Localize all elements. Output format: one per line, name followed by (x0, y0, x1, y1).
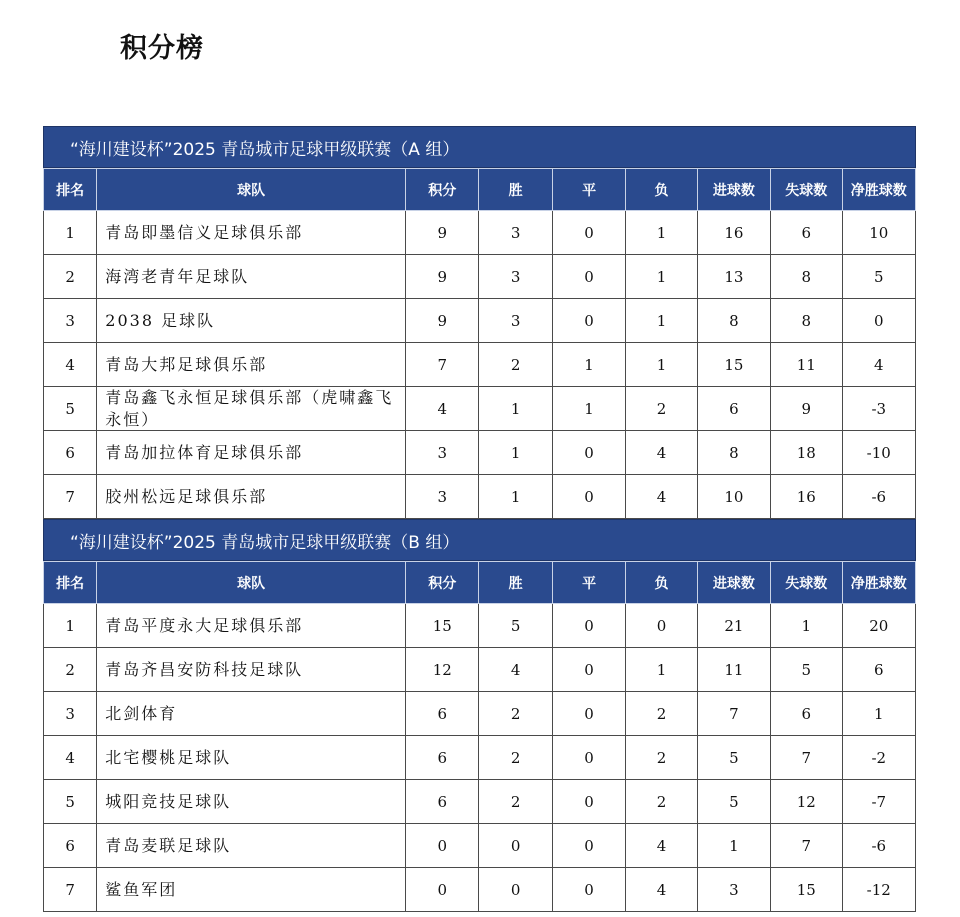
goal-diff-cell: 5 (842, 255, 916, 299)
draws-header: 平 (552, 562, 625, 604)
goals-against-cell: 5 (771, 648, 842, 692)
losses-cell: 2 (626, 692, 697, 736)
losses-cell: 2 (626, 780, 697, 824)
goal-diff-cell: 4 (842, 343, 916, 387)
rank-cell: 2 (44, 255, 97, 299)
goal-diff-header: 净胜球数 (842, 562, 916, 604)
losses-cell: 1 (626, 255, 697, 299)
goals-against-cell: 18 (771, 431, 842, 475)
goals-against-cell: 11 (771, 343, 842, 387)
losses-cell: 4 (626, 824, 697, 868)
goals-for-cell: 21 (697, 604, 770, 648)
team-name: 青岛齐昌安防科技足球队 (105, 659, 304, 679)
team-name: 青岛加拉体育足球俱乐部 (105, 442, 304, 462)
team-cell (97, 431, 406, 475)
team-cell (97, 255, 406, 299)
table-row (44, 211, 916, 255)
losses-cell: 2 (626, 736, 697, 780)
table-row (44, 431, 916, 475)
rank-cell: 7 (44, 475, 97, 519)
wins-cell: 1 (479, 475, 552, 519)
draws-cell: 0 (552, 824, 625, 868)
team-cell (97, 211, 406, 255)
group-a (43, 126, 916, 519)
standings-table (43, 168, 916, 519)
draws-cell: 0 (552, 475, 625, 519)
points-cell: 0 (406, 824, 479, 868)
rank-cell: 2 (44, 648, 97, 692)
rank-cell: 5 (44, 780, 97, 824)
wins-cell: 1 (479, 387, 552, 431)
group-caption: “海川建设杯”2025 青岛城市足球甲级联赛（A 组） (43, 126, 916, 168)
points-cell: 6 (406, 692, 479, 736)
table-row (44, 475, 916, 519)
points-cell: 3 (406, 431, 479, 475)
goals-against-cell: 1 (771, 604, 842, 648)
team-name: 2038 足球队 (105, 310, 216, 330)
wins-cell: 3 (479, 255, 552, 299)
wins-cell: 2 (479, 692, 552, 736)
team-cell (97, 604, 406, 648)
table-row (44, 255, 916, 299)
rank-header: 排名 (44, 169, 97, 211)
goal-diff-cell: -7 (842, 780, 916, 824)
team-name: 城阳竞技足球队 (105, 791, 232, 811)
goal-diff-cell: -6 (842, 475, 916, 519)
wins-cell: 0 (479, 868, 552, 912)
goals-for-cell: 8 (697, 299, 770, 343)
points-cell: 9 (406, 211, 479, 255)
losses-cell: 4 (626, 868, 697, 912)
goal-diff-cell: -6 (842, 824, 916, 868)
goal-diff-cell: 10 (842, 211, 916, 255)
losses-cell: 2 (626, 387, 697, 431)
wins-header: 胜 (479, 562, 552, 604)
points-cell: 9 (406, 299, 479, 343)
wins-cell: 0 (479, 824, 552, 868)
team-name: 海湾老青年足球队 (105, 266, 250, 286)
losses-cell: 1 (626, 343, 697, 387)
points-cell: 4 (406, 387, 479, 431)
wins-cell: 4 (479, 648, 552, 692)
wins-cell: 3 (479, 299, 552, 343)
goals-against-cell: 15 (771, 868, 842, 912)
team-cell (97, 780, 406, 824)
draws-cell: 1 (552, 343, 625, 387)
goal-diff-cell: -2 (842, 736, 916, 780)
goals-against-cell: 16 (771, 475, 842, 519)
points-cell: 6 (406, 736, 479, 780)
goal-diff-cell: 0 (842, 299, 916, 343)
losses-cell: 4 (626, 475, 697, 519)
wins-cell: 2 (479, 780, 552, 824)
points-header: 积分 (406, 169, 479, 211)
draws-cell: 0 (552, 255, 625, 299)
team-header: 球队 (97, 562, 406, 604)
draws-cell: 0 (552, 780, 625, 824)
rank-cell: 4 (44, 343, 97, 387)
goals-against-header: 失球数 (771, 562, 842, 604)
team-name: 青岛鑫飞永恒足球俱乐部（虎啸鑫飞永恒） (105, 388, 394, 429)
rank-cell: 6 (44, 431, 97, 475)
table-row (44, 780, 916, 824)
table-row (44, 299, 916, 343)
goals-for-cell: 5 (697, 780, 770, 824)
team-name: 鲨鱼军团 (105, 879, 178, 899)
wins-cell: 2 (479, 736, 552, 780)
goals-against-cell: 6 (771, 692, 842, 736)
goals-against-cell: 8 (771, 299, 842, 343)
team-cell (97, 343, 406, 387)
goals-for-cell: 6 (697, 387, 770, 431)
goals-for-cell: 15 (697, 343, 770, 387)
points-cell: 6 (406, 780, 479, 824)
wins-header: 胜 (479, 169, 552, 211)
goals-for-cell: 1 (697, 824, 770, 868)
goals-against-cell: 6 (771, 211, 842, 255)
team-name: 青岛平度永大足球俱乐部 (105, 615, 304, 635)
goals-against-header: 失球数 (771, 169, 842, 211)
goals-for-header: 进球数 (697, 169, 770, 211)
team-name: 青岛麦联足球队 (105, 835, 232, 855)
team-cell (97, 692, 406, 736)
standings-table (43, 561, 916, 912)
losses-cell: 0 (626, 604, 697, 648)
goal-diff-cell: -3 (842, 387, 916, 431)
group-b (43, 519, 916, 912)
table-row (44, 824, 916, 868)
goals-against-cell: 7 (771, 824, 842, 868)
losses-header: 负 (626, 562, 697, 604)
team-header: 球队 (97, 169, 406, 211)
draws-cell: 0 (552, 211, 625, 255)
team-name: 青岛即墨信义足球俱乐部 (105, 222, 304, 242)
draws-cell: 0 (552, 692, 625, 736)
table-row (44, 343, 916, 387)
goals-for-cell: 13 (697, 255, 770, 299)
points-cell: 9 (406, 255, 479, 299)
goals-for-cell: 16 (697, 211, 770, 255)
standings-container (43, 126, 916, 912)
goals-for-cell: 3 (697, 868, 770, 912)
team-cell (97, 736, 406, 780)
rank-cell: 4 (44, 736, 97, 780)
team-name: 青岛大邦足球俱乐部 (105, 354, 268, 374)
draws-cell: 0 (552, 604, 625, 648)
points-cell: 0 (406, 868, 479, 912)
rank-cell: 6 (44, 824, 97, 868)
wins-cell: 2 (479, 343, 552, 387)
points-cell: 12 (406, 648, 479, 692)
table-row (44, 387, 916, 431)
goals-against-cell: 8 (771, 255, 842, 299)
team-name: 北剑体育 (105, 703, 178, 723)
team-cell (97, 868, 406, 912)
points-header: 积分 (406, 562, 479, 604)
goals-for-header: 进球数 (697, 562, 770, 604)
team-name: 北宅樱桃足球队 (105, 747, 232, 767)
rank-cell: 5 (44, 387, 97, 431)
wins-cell: 1 (479, 431, 552, 475)
draws-header: 平 (552, 169, 625, 211)
wins-cell: 5 (479, 604, 552, 648)
team-cell (97, 648, 406, 692)
rank-cell: 1 (44, 211, 97, 255)
header-row (44, 562, 916, 604)
goals-against-cell: 7 (771, 736, 842, 780)
losses-cell: 1 (626, 648, 697, 692)
rank-cell: 7 (44, 868, 97, 912)
goals-for-cell: 7 (697, 692, 770, 736)
table-row (44, 736, 916, 780)
table-row (44, 604, 916, 648)
losses-cell: 4 (626, 431, 697, 475)
points-cell: 7 (406, 343, 479, 387)
rank-cell: 3 (44, 299, 97, 343)
goal-diff-cell: 6 (842, 648, 916, 692)
goal-diff-cell: -12 (842, 868, 916, 912)
rank-cell: 3 (44, 692, 97, 736)
team-cell (97, 299, 406, 343)
team-cell (97, 387, 406, 431)
goal-diff-cell: 1 (842, 692, 916, 736)
goals-for-cell: 11 (697, 648, 770, 692)
losses-cell: 1 (626, 299, 697, 343)
goal-diff-cell: 20 (842, 604, 916, 648)
draws-cell: 0 (552, 868, 625, 912)
table-row (44, 692, 916, 736)
goals-against-cell: 12 (771, 780, 842, 824)
header-row (44, 169, 916, 211)
rank-cell: 1 (44, 604, 97, 648)
goal-diff-cell: -10 (842, 431, 916, 475)
goals-for-cell: 5 (697, 736, 770, 780)
points-cell: 15 (406, 604, 479, 648)
team-cell (97, 475, 406, 519)
wins-cell: 3 (479, 211, 552, 255)
goal-diff-header: 净胜球数 (842, 169, 916, 211)
group-caption: “海川建设杯”2025 青岛城市足球甲级联赛（B 组） (43, 519, 916, 561)
points-cell: 3 (406, 475, 479, 519)
draws-cell: 0 (552, 648, 625, 692)
goals-for-cell: 8 (697, 431, 770, 475)
goals-against-cell: 9 (771, 387, 842, 431)
losses-cell: 1 (626, 211, 697, 255)
draws-cell: 1 (552, 387, 625, 431)
draws-cell: 0 (552, 299, 625, 343)
team-name: 胶州松远足球俱乐部 (105, 486, 268, 506)
page-title: 积分榜 (120, 33, 204, 64)
draws-cell: 0 (552, 736, 625, 780)
rank-header: 排名 (44, 562, 97, 604)
draws-cell: 0 (552, 431, 625, 475)
table-row (44, 648, 916, 692)
goals-for-cell: 10 (697, 475, 770, 519)
table-row (44, 868, 916, 912)
team-cell (97, 824, 406, 868)
losses-header: 负 (626, 169, 697, 211)
